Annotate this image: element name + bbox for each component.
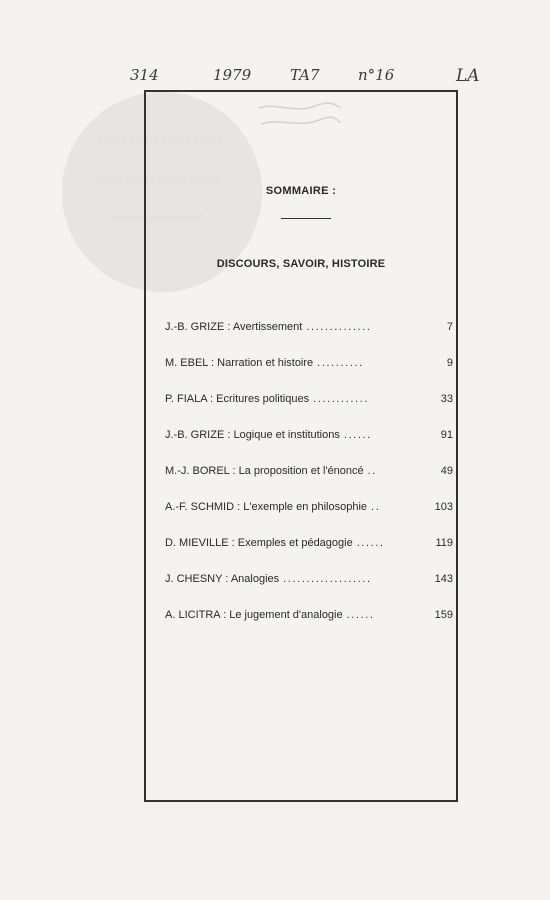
handwritten-note: n°16 [358,66,395,84]
toc-leader-dots: .. [371,501,381,513]
toc-title: L'exemple en philosophie [243,501,368,513]
toc-leader-dots: ...... [343,429,372,441]
toc-author: M. EBEL [165,357,208,369]
toc-author: A. LICITRA [165,609,221,621]
bleed-through-mark: ▬▬▬ [108,196,204,229]
toc-entry: A.-F. SCHMID : L'exemple en philosophie .. 103 [165,501,453,513]
handwritten-note: TA7 [290,66,320,84]
toc-leader-dots: ...... [346,609,375,621]
toc-leader-dots: .......... [317,357,364,369]
bleed-through-mark: ▬▬▬▬ [92,158,220,191]
toc-leader-dots: ................... [283,573,372,585]
toc-entry: P. FIALA : Ecritures politiques ............ 33 [165,393,453,405]
toc-page-number: 49 [440,465,453,477]
toc-entry: J.-B. GRIZE : Logique et institutions ...... 91 [165,429,453,441]
toc-title: La proposition et l'énoncé [238,465,364,477]
toc-entry: M. EBEL : Narration et histoire .......... 9 [165,357,453,369]
toc-entry: M.-J. BOREL : La proposition et l'énoncé .. 49 [165,465,453,477]
bleed-through-mark: ▬▬▬▬ [95,118,223,151]
handwritten-note: 314 [130,66,159,84]
handwritten-notes [0,66,550,92]
toc-leader-dots: .............. [306,321,372,333]
toc-page-number: 159 [434,609,453,621]
toc-title: Avertissement [232,321,303,333]
toc-author: D. MIEVILLE [165,537,229,549]
toc-title: Analogies [230,573,280,585]
toc-page-number: 119 [435,537,453,549]
toc-title: Logique et institutions [233,429,340,441]
table-of-contents [165,320,455,644]
toc-page-number: 143 [434,573,453,585]
toc-entry: D. MIEVILLE : Exemples et pédagogie ...... 119 [165,537,453,549]
toc-leader-dots: ............ [313,393,369,405]
toc-entry: A. LICITRA : Le jugement d'analogie ...... 159 [165,609,453,621]
toc-page-number: 9 [446,357,453,369]
toc-page-number: 91 [440,429,453,441]
toc-author: A.-F. SCHMID [165,501,235,513]
toc-title: Narration et histoire [217,357,314,369]
handwritten-note: LA [456,66,480,86]
toc-author: M.-J. BOREL [165,465,230,477]
toc-entry: J. CHESNY : Analogies ................... 143 [165,573,453,585]
toc-page-number: 7 [446,321,453,333]
handwritten-note: 1979 [213,66,252,84]
toc-title: Exemples et pédagogie [237,537,353,549]
toc-page-number: 103 [434,501,453,513]
toc-leader-dots: ...... [356,537,385,549]
toc-author: J. CHESNY [165,573,223,585]
toc-entry: J.-B. GRIZE : Avertissement .............. 7 [165,321,453,333]
toc-author: P. FIALA [165,393,207,405]
toc-author: J.-B. GRIZE [165,429,225,441]
toc-title: Le jugement d'analogie [229,609,343,621]
title-divider [281,218,331,219]
toc-author: J.-B. GRIZE [165,321,225,333]
section-subtitle: DISCOURS, SAVOIR, HISTOIRE [216,258,386,270]
toc-page-number: 33 [440,393,453,405]
page-title: SOMMAIRE : [265,185,337,197]
toc-title: Ecritures politiques [216,393,310,405]
toc-leader-dots: .. [367,465,377,477]
